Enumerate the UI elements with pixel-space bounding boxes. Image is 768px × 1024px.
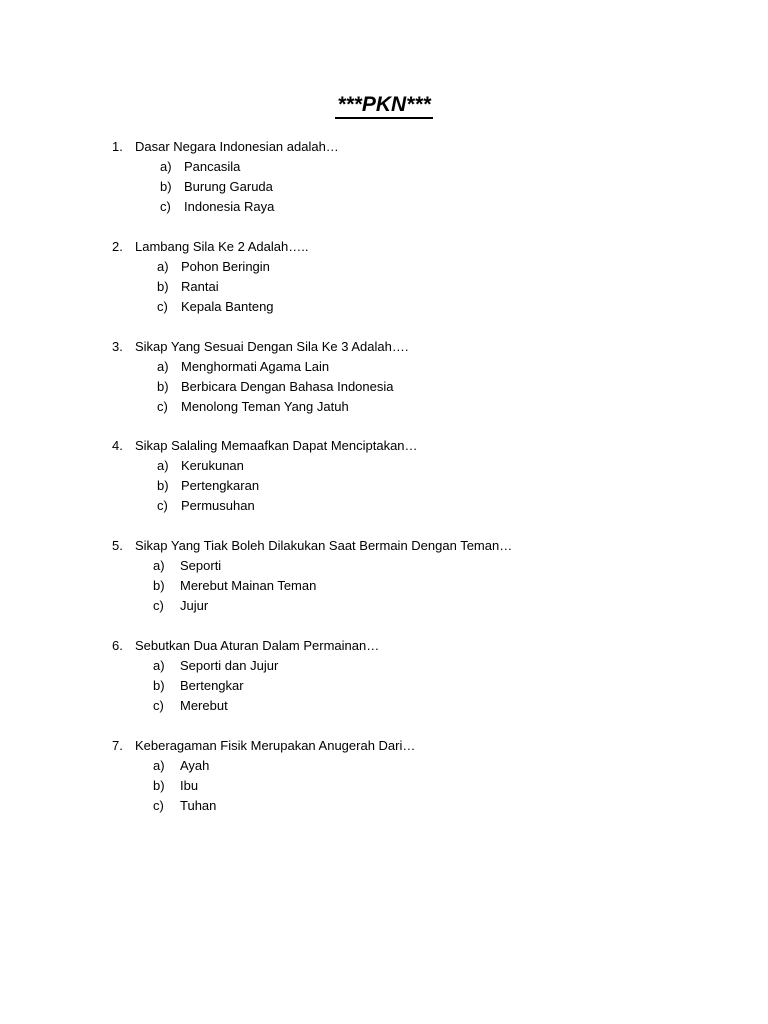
option-label: c): [153, 697, 164, 713]
question-1: [0, 137, 768, 217]
option-text: Seporti: [180, 558, 222, 574]
option-text: Bertengkar: [180, 677, 244, 693]
option-text: Indonesia Raya: [184, 199, 275, 214]
question-3: [0, 337, 768, 417]
option-label: a): [153, 558, 165, 574]
option-text: Berbicara Dengan Bahasa Indonesia: [181, 378, 394, 394]
option-label: a): [153, 757, 165, 773]
answer-option: [0, 277, 768, 297]
option-text: Kepala Banteng: [181, 298, 274, 314]
option-label: b): [157, 478, 169, 494]
question-line: [0, 237, 768, 257]
question-text: Sikap Yang Tiak Boleh Dilakukan Saat Bermain Dengan Teman…: [135, 538, 513, 554]
answer-option: [0, 656, 768, 676]
answer-option: [0, 377, 768, 397]
question-text: Lambang Sila Ke 2 Adalah…..: [135, 238, 309, 254]
option-label: a): [157, 458, 169, 474]
option-text: Merebut Mainan Teman: [180, 578, 317, 594]
option-label: c): [157, 398, 168, 414]
question-text: Dasar Negara Indonesian adalah…: [135, 139, 339, 154]
option-text: Tuhan: [180, 797, 217, 813]
option-label: c): [153, 797, 164, 813]
option-text: Rantai: [181, 278, 219, 294]
option-label: c): [157, 298, 168, 314]
question-line: [0, 337, 768, 357]
option-label: b): [157, 378, 169, 394]
question-number: 2.: [112, 238, 123, 254]
question-text: Keberagaman Fisik Merupakan Anugerah Dari…: [135, 737, 416, 753]
option-label: b): [157, 278, 169, 294]
option-text: Jujur: [180, 598, 209, 614]
question-number: 1.: [112, 139, 123, 154]
answer-option: [0, 496, 768, 516]
answer-option: [0, 397, 768, 417]
answer-option: [0, 297, 768, 317]
option-label: b): [153, 578, 165, 594]
question-line: [0, 436, 768, 456]
answer-option: [0, 476, 768, 496]
answer-option: [0, 357, 768, 377]
option-label: b): [153, 777, 165, 793]
option-text: Burung Garuda: [184, 179, 273, 194]
question-text: Sikap Yang Sesuai Dengan Sila Ke 3 Adalah….: [135, 338, 409, 354]
option-text: Menolong Teman Yang Jatuh: [181, 398, 349, 414]
answer-option: [0, 676, 768, 696]
question-6: [0, 636, 768, 716]
option-text: Ayah: [180, 757, 210, 773]
option-text: Kerukunan: [181, 458, 244, 474]
option-text: Ibu: [180, 777, 199, 793]
question-text: Sikap Salaling Memaafkan Dapat Menciptakan…: [135, 438, 418, 454]
question-list: [0, 137, 768, 836]
answer-option: [0, 177, 768, 197]
option-text: Pohon Beringin: [181, 258, 270, 274]
question-2: [0, 237, 768, 317]
question-number: 5.: [112, 538, 123, 554]
document-title: ***PKN***: [335, 92, 432, 119]
question-4: [0, 436, 768, 516]
question-5: [0, 536, 768, 616]
question-line: [0, 137, 768, 157]
option-label: c): [160, 199, 171, 214]
option-label: b): [160, 179, 172, 194]
question-line: [0, 736, 768, 756]
question-line: [0, 536, 768, 556]
option-label: c): [157, 498, 168, 514]
question-line: [0, 636, 768, 656]
option-text: Menghormati Agama Lain: [181, 358, 330, 374]
answer-option: [0, 576, 768, 596]
option-text: Permusuhan: [181, 498, 255, 514]
question-7: [0, 736, 768, 816]
option-text: Pertengkaran: [181, 478, 260, 494]
answer-option: [0, 456, 768, 476]
option-text: Pancasila: [184, 159, 241, 174]
question-number: 7.: [112, 737, 123, 753]
answer-option: [0, 696, 768, 716]
question-number: 3.: [112, 338, 123, 354]
option-label: c): [153, 598, 164, 614]
option-label: a): [157, 258, 169, 274]
question-number: 4.: [112, 438, 123, 454]
option-label: a): [160, 159, 172, 174]
answer-option: [0, 257, 768, 277]
answer-option: [0, 756, 768, 776]
document-title-wrap: [0, 92, 768, 119]
option-label: a): [153, 657, 165, 673]
question-text: Sebutkan Dua Aturan Dalam Permainan…: [135, 637, 380, 653]
option-text: Seporti dan Jujur: [180, 657, 279, 673]
answer-option: [0, 596, 768, 616]
question-number: 6.: [112, 637, 123, 653]
option-text: Merebut: [180, 697, 228, 713]
option-label: b): [153, 677, 165, 693]
answer-option: [0, 556, 768, 576]
answer-option: [0, 776, 768, 796]
answer-option: [0, 796, 768, 816]
answer-option: [0, 197, 768, 217]
option-label: a): [157, 358, 169, 374]
answer-option: [0, 157, 768, 177]
